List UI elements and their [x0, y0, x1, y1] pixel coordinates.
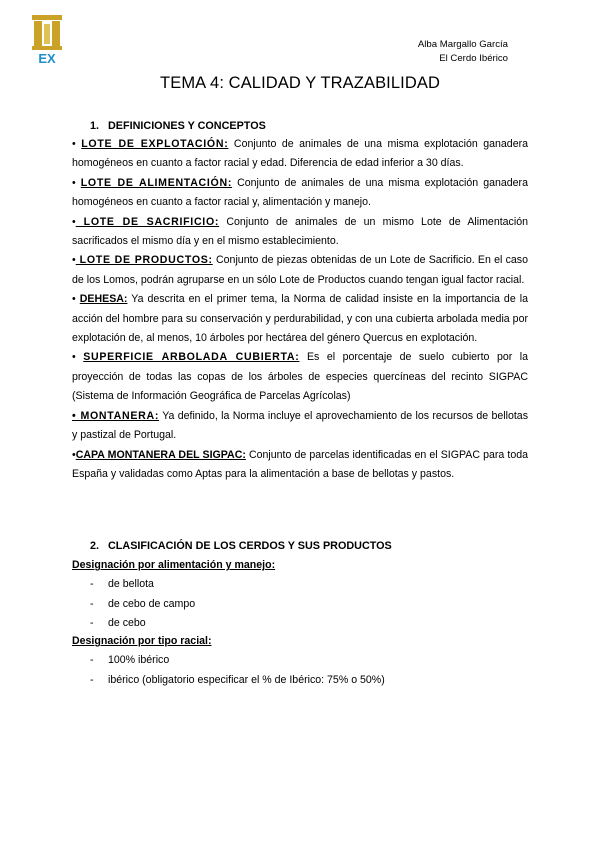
dash-marker: - — [90, 597, 94, 610]
section-2-title: CLASIFICACIÓN DE LOS CERDOS Y SUS PRODUCTOS — [108, 540, 392, 552]
definition-item — [72, 407, 528, 446]
subheading: Designación por tipo racial: — [72, 635, 212, 647]
bullet: • — [72, 351, 84, 364]
section-1-title: DEFINICIONES Y CONCEPTOS — [108, 120, 266, 132]
subject-name: El Cerdo Ibérico — [439, 53, 508, 64]
logo-text: EX — [38, 51, 56, 66]
page-title: TEMA 4: CALIDAD Y TRAZABILIDAD — [160, 74, 440, 92]
term-superficie-arbolada: SUPERFICIE ARBOLADA CUBIERTA: — [83, 351, 300, 364]
definition-text: Conjunto de animales de un mismo Lote de Alimentación sacrificados el mismo día y en el mismo establecimiento. — [72, 215, 528, 248]
definition-text: Es el porcentaje de suelo cubierto por la proyección de todas las copas de los árboles de especies quercíneas del recinto SIGPAC (Sistema de Información Geográfica de Parcelas Agrícolas) — [72, 351, 529, 403]
definition-text: Conjunto de piezas obtenidas de un Lote de Sacrificio. En el caso de los Lomos, podrán agruparse en un sólo Lote de Productos cuando tengan igual factor racial. — [72, 254, 528, 286]
designation-breed-heading — [72, 632, 528, 651]
section-2-number: 2. — [90, 540, 100, 552]
definition-item — [72, 174, 528, 213]
definition-text: Conjunto de parcelas identificadas en el SIGPAC para toda España y validadas como Aptas para la alimentación a base de bellotas y pastos. — [72, 448, 528, 480]
term-capa-montanera: CAPA MONTANERA DEL SIGPAC: — [75, 448, 246, 461]
term-dehesa: DEHESA: — [79, 293, 128, 306]
dash-marker: - — [90, 654, 94, 666]
term-lote-explotacion: LOTE DE EXPLOTACIÓN: — [81, 138, 229, 150]
bullet: • — [72, 138, 82, 150]
subheading: Designación por alimentación y manejo: — [72, 559, 276, 571]
dash-marker: - — [90, 617, 94, 629]
definition-text: Conjunto de animales de una misma explotación ganadera homogéneos en cuanto a factor racial y edad. Diferencia de edad inferior a 30 días. — [72, 138, 529, 170]
university-logo — [30, 14, 64, 66]
term-lote-sacrificio: LOTE DE SACRIFICIO: — [75, 215, 220, 228]
definitions-list — [72, 135, 528, 484]
term-montanera: • MONTANERA: — [72, 409, 160, 422]
author-name: Alba Margallo García — [417, 39, 508, 50]
dash-marker: - — [90, 578, 94, 590]
list-item-text: de bellota — [108, 578, 154, 590]
definition-item — [72, 446, 528, 485]
page-header — [418, 38, 508, 66]
list-item-text: de cebo — [108, 617, 146, 629]
list-item-text: ibérico (obligatorio especificar el % de Ibérico: 75% o 50%) — [108, 673, 385, 686]
section-1-number: 1. — [90, 120, 100, 132]
definition-item — [72, 213, 528, 252]
definition-item — [72, 251, 528, 290]
bullet: • — [72, 176, 81, 189]
bullet: • — [72, 215, 76, 228]
section-1-heading — [90, 120, 266, 132]
term-lote-alimentacion: LOTE DE ALIMENTACIÓN: — [80, 176, 233, 189]
bullet: • — [72, 254, 76, 267]
list-item-text: de cebo de campo — [108, 597, 196, 610]
definition-item — [72, 290, 528, 348]
list-item-text: 100% ibérico — [108, 654, 170, 666]
definition-text: Ya descrita en el primer tema, la Norma de calidad insiste en la importancia de la acción del hombre para su conservación y perdurabilidad, y con una cubierta arbolada media por explotación de, al menos, 10 árboles por hectárea del género Quercus en explotación. — [72, 293, 529, 345]
definition-item — [72, 348, 528, 406]
definition-text: Conjunto de animales de una misma explotación ganadera homogéneos en cuanto a factor racial y, alimentación y manejo. — [72, 176, 528, 209]
bullet: • — [72, 448, 76, 461]
dash-marker: - — [90, 673, 94, 686]
definition-item — [72, 135, 528, 174]
definition-text: Ya definido, la Norma incluye el aprovechamiento de los recursos de bellotas y pastizal de Portugal. — [72, 409, 528, 442]
designation-feeding-heading — [72, 556, 528, 575]
term-lote-productos: LOTE DE PRODUCTOS: — [75, 254, 213, 267]
section-2-heading — [90, 540, 392, 552]
bullet: • — [72, 293, 80, 306]
